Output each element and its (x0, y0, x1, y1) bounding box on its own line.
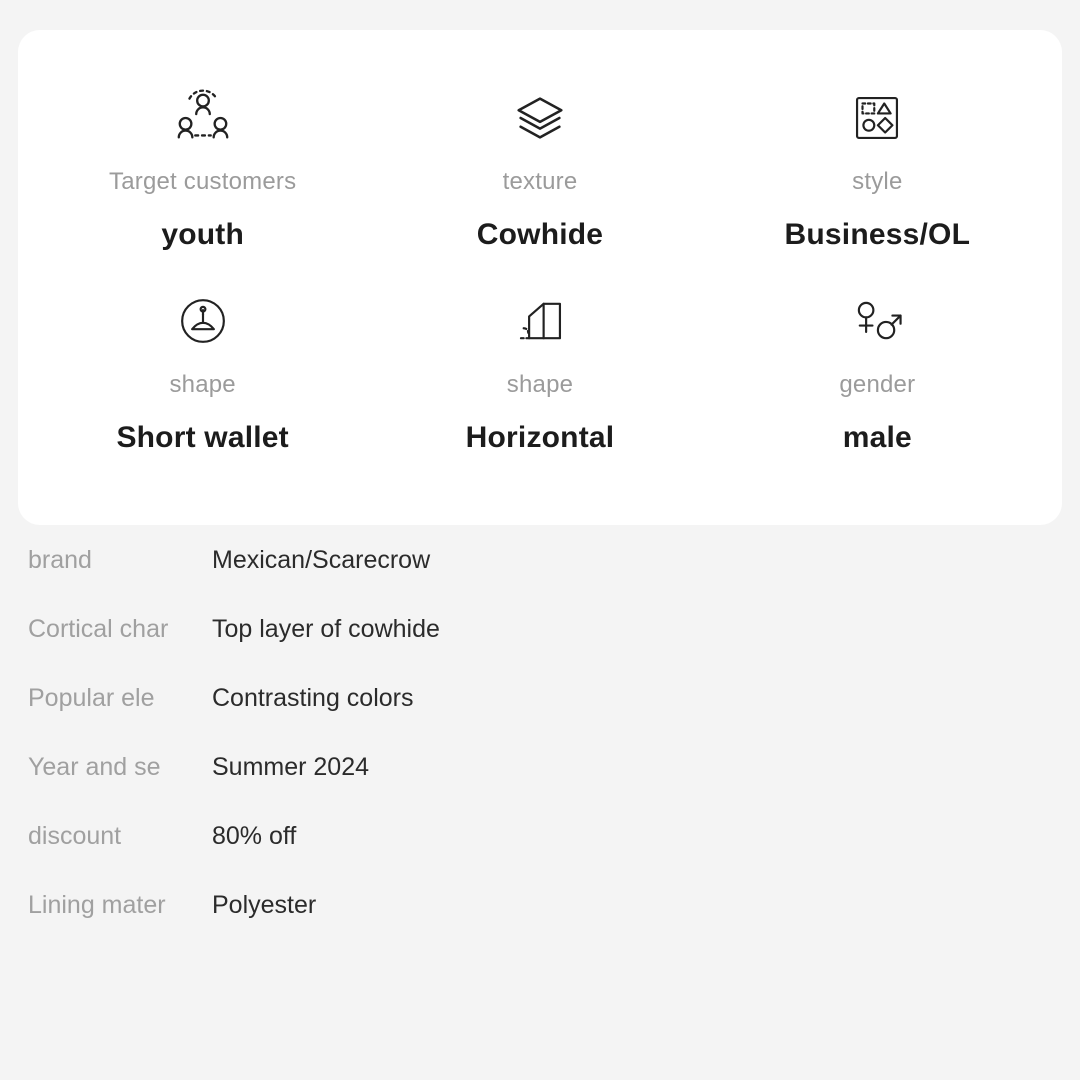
attribute-label: texture (502, 168, 578, 195)
spec-value: Top layer of cowhide (212, 615, 440, 643)
spec-value: Mexican/Scarecrow (212, 546, 431, 574)
attribute-label: style (852, 168, 903, 195)
spec-row (0, 753, 1080, 822)
attribute-item-texture[interactable] (371, 86, 708, 289)
spec-value: Summer 2024 (212, 753, 370, 781)
attribute-label: shape (169, 370, 236, 398)
attribute-label: gender (839, 370, 916, 398)
spec-row (0, 546, 1080, 615)
attribute-value: Short wallet (116, 420, 289, 454)
spec-key: brand (28, 546, 92, 574)
attribute-item-gender[interactable] (709, 289, 1046, 492)
attribute-value: youth (161, 218, 244, 251)
attribute-value: Cowhide (476, 218, 604, 251)
attribute-item-shape-wallet[interactable] (34, 289, 371, 492)
gender-symbols-icon (845, 289, 909, 353)
attribute-value: Horizontal (465, 420, 615, 454)
attribute-value: male (842, 420, 912, 454)
spec-row (0, 822, 1080, 891)
spec-value: 80% off (212, 822, 297, 850)
spec-value: Polyester (212, 891, 317, 919)
attribute-item-target-customers[interactable] (34, 86, 371, 289)
layers-texture-icon (508, 86, 572, 150)
spec-key: Lining mater (28, 891, 166, 919)
attribute-value: Business/OL (784, 218, 971, 251)
spec-row (0, 891, 1080, 960)
specifications-list (0, 546, 1080, 960)
spec-key: Popular ele (28, 684, 155, 712)
attribute-item-style[interactable] (709, 86, 1046, 289)
spec-value: Contrasting colors (212, 684, 414, 712)
attributes-grid (18, 30, 1062, 525)
spec-key: Year and se (28, 753, 161, 781)
target-customers-icon (171, 86, 235, 150)
attribute-item-shape-orientation[interactable] (371, 289, 708, 492)
spec-row (0, 615, 1080, 684)
horizontal-shape-icon (508, 289, 572, 353)
spec-key: discount (28, 822, 122, 850)
attribute-label: Target customers (109, 168, 297, 195)
style-shapes-icon (845, 86, 909, 150)
spec-row (0, 684, 1080, 753)
attribute-label: shape (506, 370, 574, 398)
spec-key: Cortical char (28, 615, 169, 643)
attributes-card (18, 30, 1062, 525)
wallet-shape-icon (171, 289, 235, 353)
